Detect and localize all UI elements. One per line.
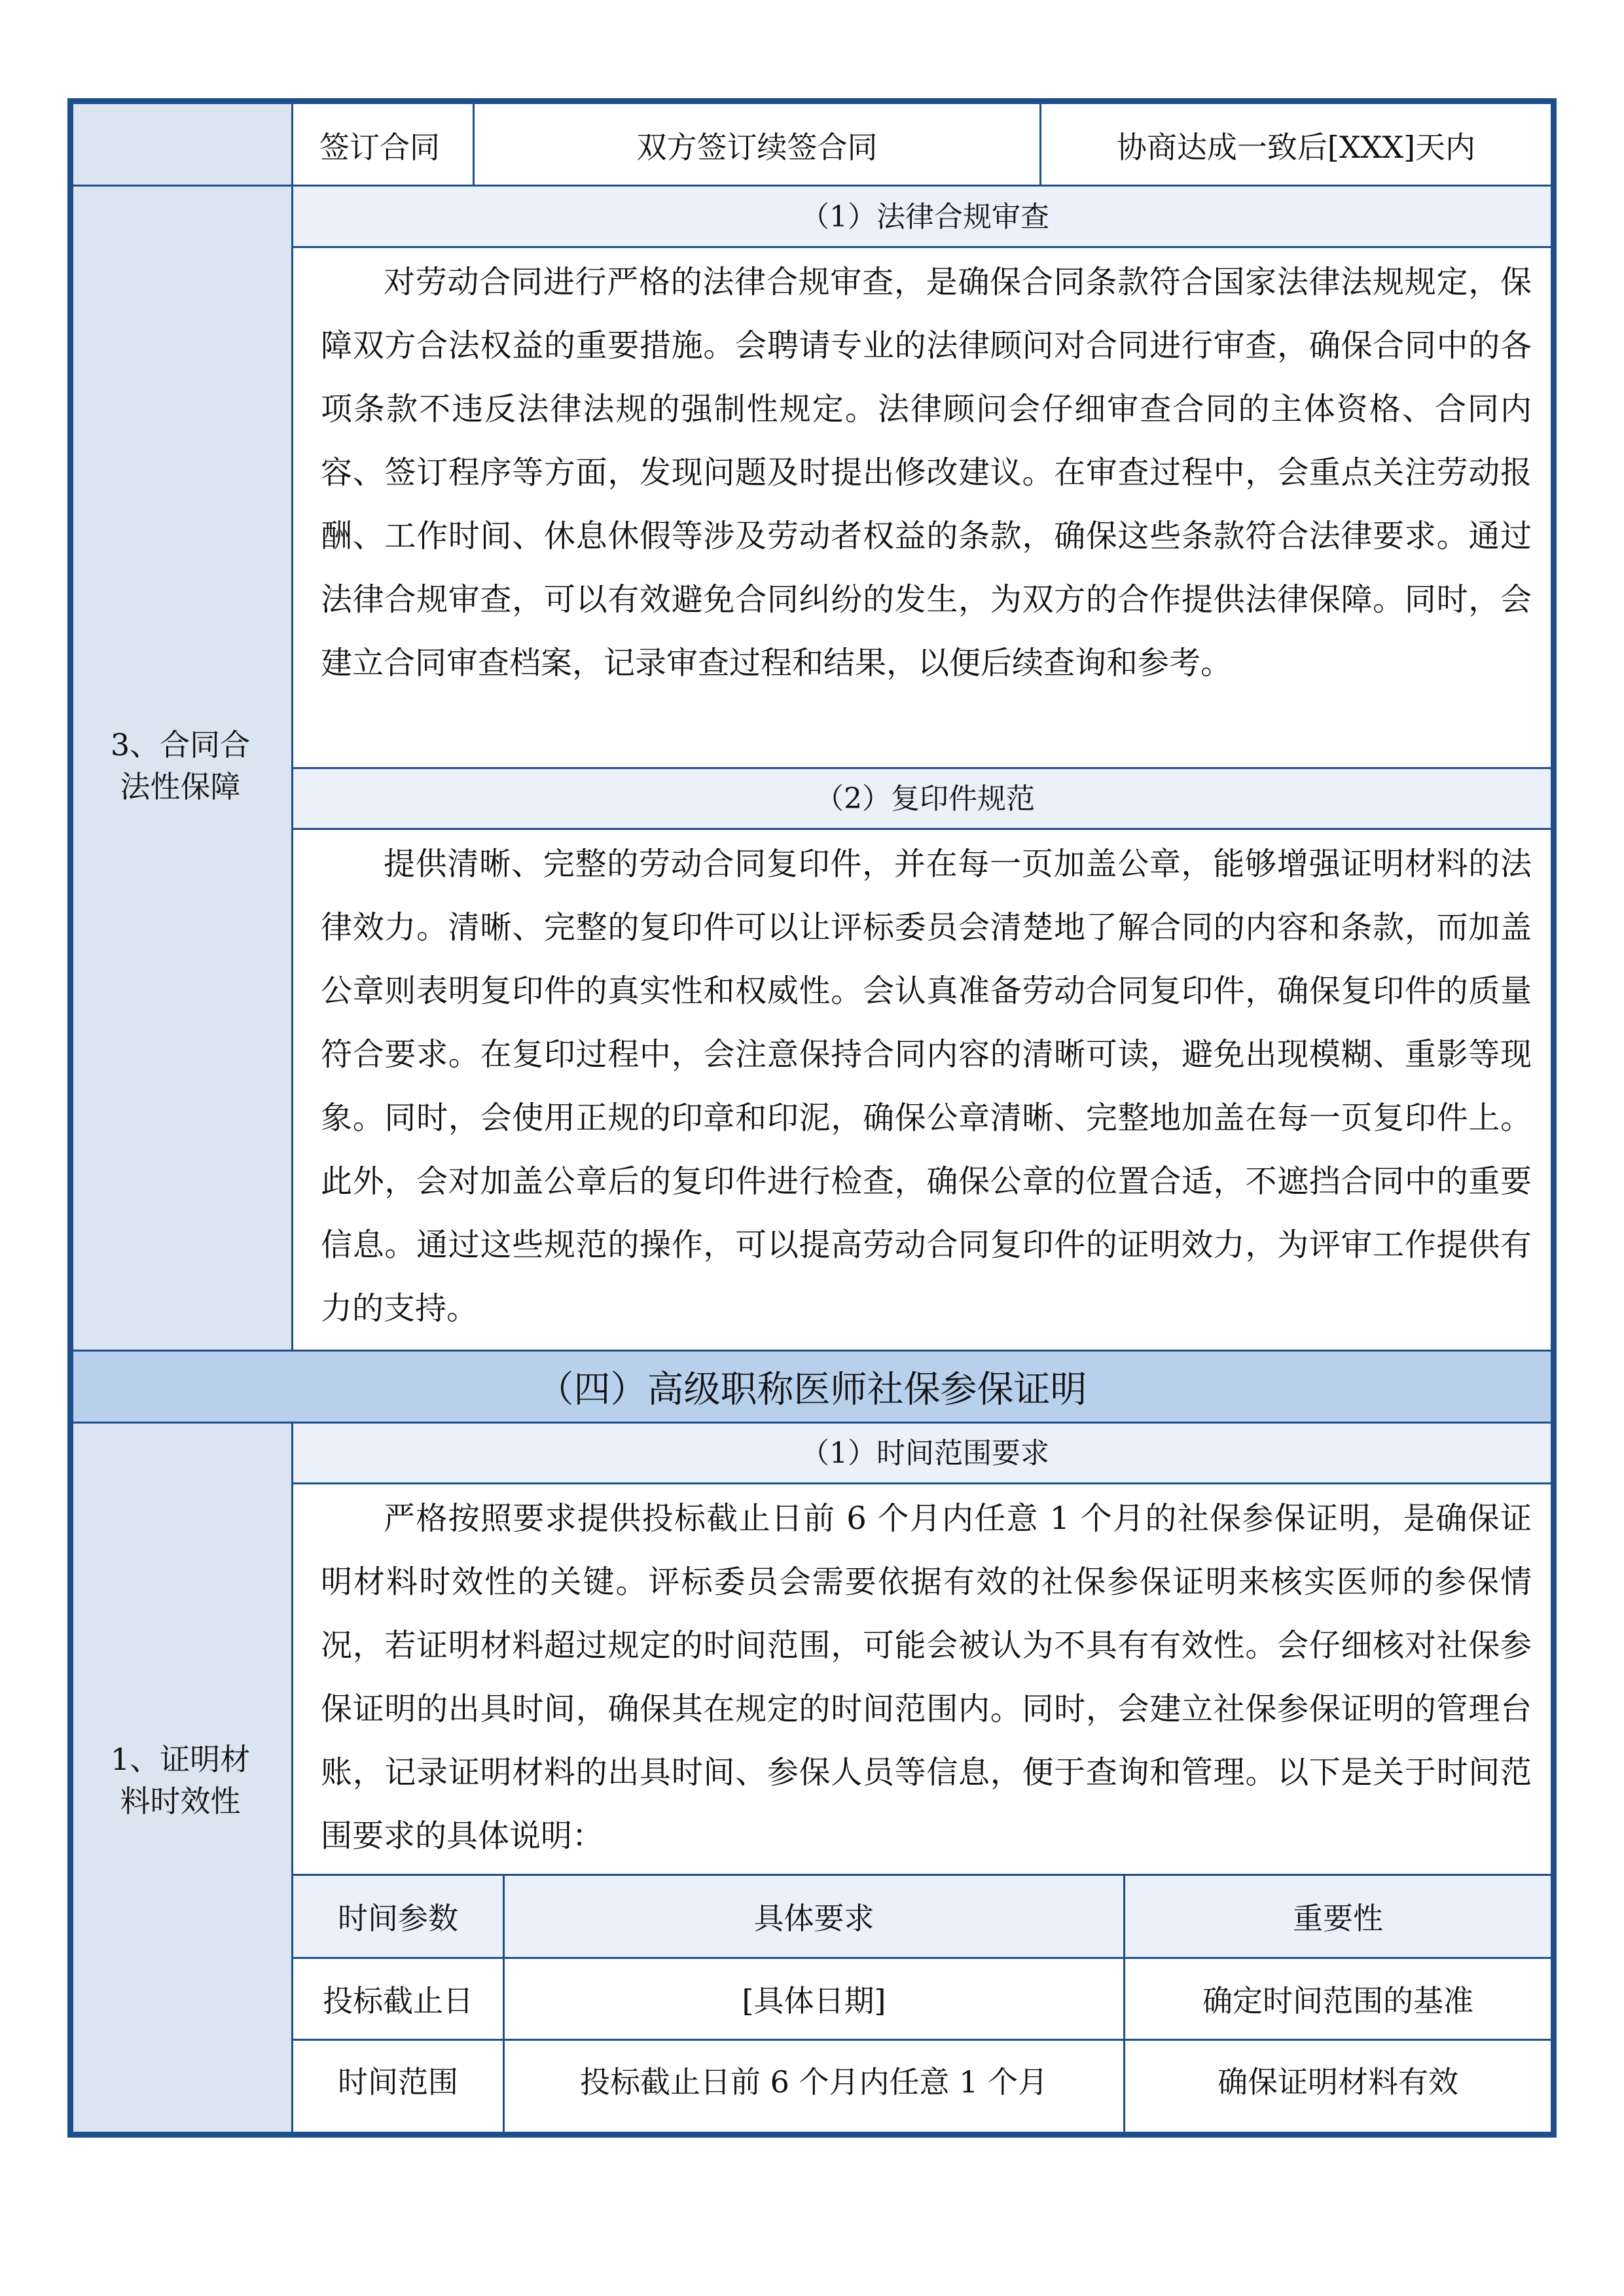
table-cell: 投标截止日: [323, 1983, 473, 2018]
table-cell: 确定时间范围的基准: [1202, 1983, 1473, 2018]
rule: [293, 767, 1557, 769]
paragraph-legal-review: 对劳动合同进行严格的法律合规审查，是确保合同条款符合国家法律法规规定，保障双方合法权益的重要措施。会聘请专业的法律顾问对合同进行审查，确保合同中的各项条款不违反法律法规的强制性规定。法律顾问会仔细审查合同的主体资格、合同内容、签订程序等方面，发现问题及时提出修改建议。在审查过程中，会重点关注劳动报酬、工作时间、休息休假等涉及劳动者权益的条款，确保这些条款符合法律要求。通过法律合规审查，可以有效避免合同纠纷的发生，为双方的合作提供法律保障。同时，会建立合同审查档案，记录审查过程和结果，以便后续查询和参考。: [321, 264, 1532, 681]
subheading-time-range: （1）时间范围要求: [293, 1423, 1557, 1484]
table-cell: [具体日期]: [742, 1983, 886, 2018]
subheading-legal-review: （1）法律合规审查: [293, 187, 1557, 247]
rule: [67, 1350, 1557, 1352]
paragraph-time-range: 严格按照要求提供投标截止日前 6 个月内任意 1 个月的社保参保证明，是确保证明材料时效性的关键。评标委员会需要依据有效的社保参保证明来核实医师的参保情况，若证明材料超过规定的时间范围，可能会被认为不具有有效性。会仔细核对社保参保证明的出具时间，确保其在规定的时间范围内。同时，会建立社保参保证明的管理台账，记录证明材料的出具时间、参保人员等信息，便于查询和管理。以下是关于时间范围要求的具体说明：: [321, 1500, 1532, 1854]
paragraph-copy-standard: 提供清晰、完整的劳动合同复印件，并在每一页加盖公章，能够增强证明材料的法律效力。清晰、完整的复印件可以让评标委员会清楚地了解合同的内容和条款，而加盖公章则表明复印件的真实性和权威性。会认真准备劳动合同复印件，确保复印件的质量符合要求。在复印过程中，会注意保持合同内容的清晰可读，避免出现模糊、重影等现象。同时，会使用正规的印章和印泥，确保公章清晰、完整地加盖在每一页复印件上。此外，会对加盖公章后的复印件进行检查，确保公章的位置合适，不遮挡合同中的重要信息。通过这些规范的操作，可以提高劳动合同复印件的证明效力，为评审工作提供有力的支持。: [321, 846, 1532, 1327]
section-title: （四）高级职称医师社保参保证明: [67, 1351, 1557, 1423]
table-header-cell: 时间参数: [338, 1901, 458, 1936]
top-row-col1: 签订合同: [319, 130, 440, 165]
rule: [293, 1482, 1557, 1484]
rule: [67, 1422, 1557, 1424]
top-row-col2: 双方签订续签合同: [636, 130, 878, 165]
rule: [293, 828, 1557, 830]
top-row-col3: 协商达成一致后[XXX]天内: [1116, 130, 1476, 165]
label-contract-legality: 3、合同合法性保障: [110, 727, 251, 804]
rule: [293, 246, 1557, 248]
table-header-cell: 重要性: [1293, 1901, 1383, 1936]
label-material-timeliness: 1、证明材料时效性: [110, 1742, 251, 1819]
subheading-copy-standard: （2）复印件规范: [293, 768, 1557, 829]
table-cell: 投标截止日前 6 个月内任意 1 个月: [579, 2064, 1049, 2100]
table-cell: 时间范围: [338, 2064, 458, 2100]
table-cell: 确保证明材料有效: [1218, 2064, 1458, 2100]
table-header-cell: 具体要求: [753, 1901, 875, 1936]
